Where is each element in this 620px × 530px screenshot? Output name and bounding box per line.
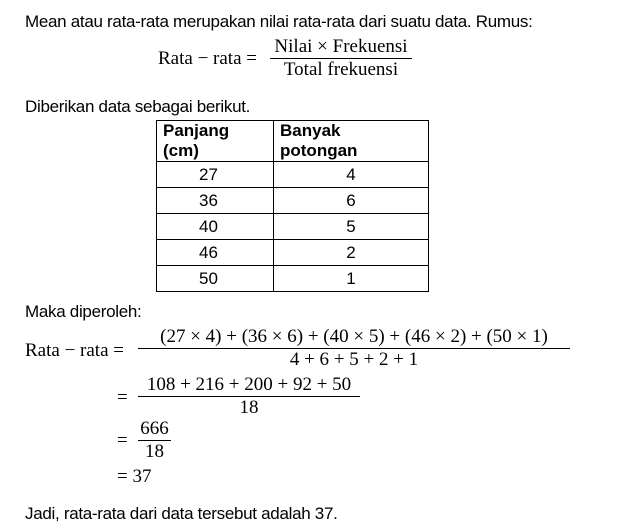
cell-banyak: 4 (274, 162, 429, 188)
calc-step2-denominator: 18 (239, 397, 259, 418)
calc-lhs: Rata − rata = (25, 340, 124, 361)
table-header-row (157, 121, 429, 162)
formula-denominator: Total frekuensi (283, 59, 399, 80)
calc-step3-denominator: 18 (145, 441, 164, 462)
calc-step2-equals: = (117, 387, 128, 408)
calc-step3-equals: = (117, 430, 128, 451)
cell-panjang: 46 (157, 240, 274, 266)
data-table (156, 120, 429, 292)
calc-step4-result: = 37 (117, 466, 152, 487)
cell-banyak: 5 (274, 214, 429, 240)
table-row (157, 266, 429, 292)
table-row (157, 214, 429, 240)
header-banyak: Banyak potongan (274, 121, 429, 162)
given-text: Diberikan data sebagai berikut. (25, 97, 251, 116)
calc-step2-numerator: 108 + 216 + 200 + 92 + 50 (146, 374, 352, 395)
cell-banyak: 1 (274, 266, 429, 292)
formula-fraction (270, 36, 412, 81)
formula-lhs: Rata − rata = (158, 48, 257, 69)
formula-numerator: Nilai × Frekuensi (274, 36, 408, 57)
calc-step1-denominator: 4 + 6 + 5 + 2 + 1 (289, 349, 419, 370)
calc-step3-fraction (138, 418, 171, 463)
cell-panjang: 27 (157, 162, 274, 188)
cell-banyak: 6 (274, 188, 429, 214)
cell-banyak: 2 (274, 240, 429, 266)
table-row (157, 240, 429, 266)
cell-panjang: 36 (157, 188, 274, 214)
header-panjang: Panjang (cm) (157, 121, 274, 162)
calc-step3-numerator: 666 (140, 418, 169, 439)
conclusion-text: Jadi, rata-rata dari data tersebut adalah 37. (25, 504, 338, 523)
table-row (157, 162, 429, 188)
derived-label: Maka diperoleh: (25, 302, 142, 321)
table-row (157, 188, 429, 214)
calc-step1-numerator: (27 × 4) + (36 × 6) + (40 × 5) + (46 × 2) + (50 × 1) (160, 326, 548, 347)
cell-panjang: 40 (157, 214, 274, 240)
cell-panjang: 50 (157, 266, 274, 292)
calc-step2-fraction (138, 374, 360, 419)
calc-step1-fraction (138, 326, 570, 371)
intro-text: Mean atau rata-rata merupakan nilai rata-rata dari suatu data. Rumus: (25, 12, 533, 31)
